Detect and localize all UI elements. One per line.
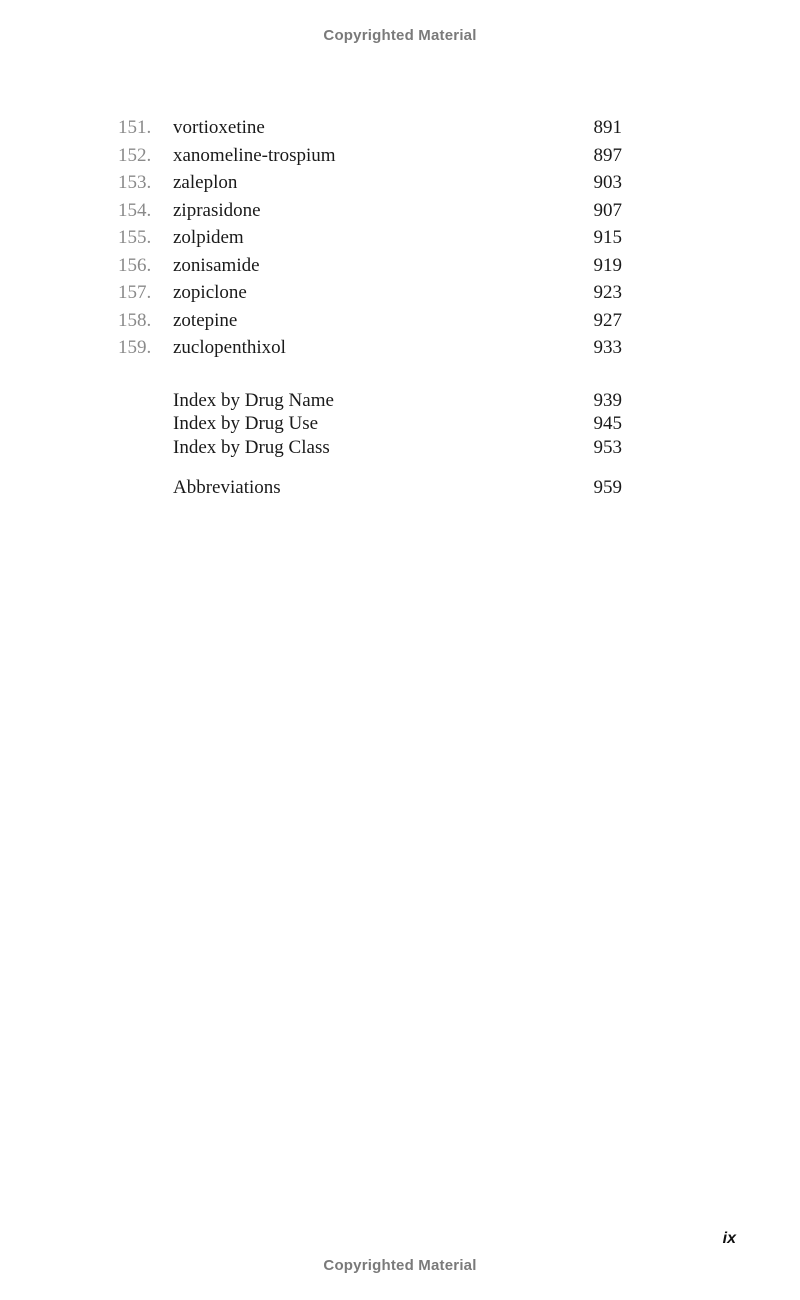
entry-title: zaleplon <box>173 172 238 193</box>
toc-index-entry <box>118 412 622 436</box>
index-title: Index by Drug Name <box>173 389 334 411</box>
toc-abbreviations <box>118 476 622 500</box>
entry-title: zotepine <box>173 309 238 331</box>
entry-number: 159. <box>118 337 152 358</box>
toc-entry <box>118 169 622 197</box>
toc-indexes <box>118 389 622 460</box>
entry-title: ziprasidone <box>173 199 261 221</box>
entry-title: zuclopenthixol <box>173 337 286 358</box>
index-title: Index by Drug Use <box>173 413 319 434</box>
entry-title: zolpidem <box>173 227 244 248</box>
page-number: ix <box>722 1230 736 1247</box>
entry-number: 158. <box>118 309 152 331</box>
toc-index-entry <box>118 389 622 413</box>
toc-entry <box>118 114 622 142</box>
entry-page: 903 <box>593 172 622 193</box>
entry-page: 897 <box>593 144 622 166</box>
entry-title: vortioxetine <box>173 117 265 138</box>
entry-page: 923 <box>593 282 622 303</box>
table-of-contents <box>118 114 622 500</box>
toc-index-entry <box>118 436 622 460</box>
entry-title: xanomeline-trospium <box>173 144 336 166</box>
entry-number: 152. <box>118 144 152 166</box>
entry-number: 155. <box>118 227 152 248</box>
entry-page: 907 <box>593 199 622 221</box>
watermark-top: Copyrighted Material <box>323 27 477 44</box>
abbreviations-title: Abbreviations <box>173 477 281 498</box>
index-page: 939 <box>593 389 622 411</box>
toc-entry <box>118 252 622 280</box>
toc-entry <box>118 334 622 362</box>
toc-entry <box>118 197 622 225</box>
entry-page: 891 <box>593 117 622 138</box>
toc-entry <box>118 224 622 252</box>
toc-entry <box>118 142 622 170</box>
entry-page: 915 <box>593 227 622 248</box>
index-page: 953 <box>593 436 622 458</box>
toc-entry <box>118 279 622 307</box>
abbreviations-page: 959 <box>593 477 622 498</box>
entry-page: 927 <box>593 309 622 331</box>
entry-title: zonisamide <box>173 254 260 276</box>
watermark-bottom: Copyrighted Material <box>323 1257 477 1274</box>
entry-title: zopiclone <box>173 282 247 303</box>
entry-number: 157. <box>118 282 152 303</box>
entry-page: 933 <box>593 337 622 358</box>
toc-entries <box>118 114 622 362</box>
toc-entry <box>118 307 622 335</box>
toc-abbreviations-entry <box>118 476 622 500</box>
entry-number: 151. <box>118 117 152 138</box>
index-title: Index by Drug Class <box>173 436 330 458</box>
entry-page: 919 <box>593 254 622 276</box>
entry-number: 153. <box>118 172 152 193</box>
index-page: 945 <box>593 413 622 434</box>
entry-number: 156. <box>118 254 152 276</box>
entry-number: 154. <box>118 199 152 221</box>
